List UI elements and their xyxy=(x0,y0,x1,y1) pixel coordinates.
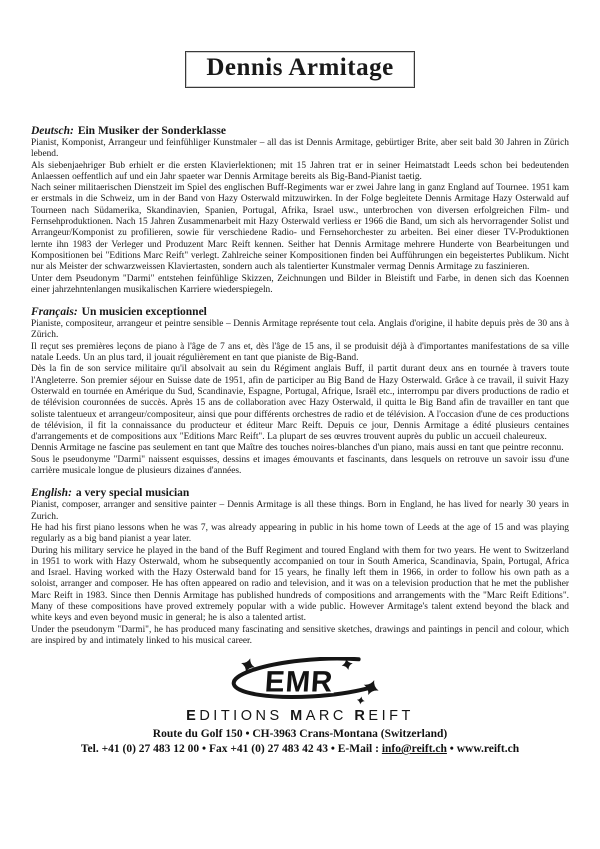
paragraph: Pianiste, compositeur, arrangeur et peintre sensible – Dennis Armitage représente tout cela. Anglais d'origine, il habite depuis près de 30 ans à Zürich. xyxy=(31,319,569,341)
contact-line xyxy=(0,742,600,757)
address-line: Route du Golf 150 • CH-3963 Crans-Montana (Switzerland) xyxy=(152,728,448,741)
section-title: a very special musician xyxy=(75,487,190,500)
content-area xyxy=(0,125,600,647)
paragraph: Dennis Armitage ne fascine pas seulement en tant que Maître des touches noires-blanches d'un piano, mais aussi en tant que peintre reconnu. xyxy=(31,443,564,454)
section-heading-german xyxy=(31,125,569,137)
paragraph: Unter dem Pseudonym "Darmi" entstehen feinfühlige Skizzen, Zeichnungen und Bilder in Bleistift und Farbe, in denen sich das Koennen einer jahrzehntenlangen musikalischen Karriere wiederspiegeln. xyxy=(31,273,569,295)
email-label: E-Mail : xyxy=(337,743,379,756)
publisher-word xyxy=(290,708,347,724)
bullet-separator: • xyxy=(449,743,454,756)
page-title: Dennis Armitage xyxy=(206,54,394,81)
star-icon xyxy=(356,696,365,705)
paragraph: Pianist, composer, arranger and sensitive painter – Dennis Armitage is all these things. Born in England, he has lived for nearly 30 years in Zurich. xyxy=(31,500,569,522)
publisher-footer xyxy=(0,657,600,757)
email-link[interactable]: info@reift.ch xyxy=(381,743,447,756)
publisher-rest: EIFT xyxy=(368,708,414,725)
title-box xyxy=(185,51,414,88)
language-label: Français: xyxy=(31,306,78,319)
publisher-initial: R xyxy=(354,708,369,725)
paragraph: Under the pseudonym "Darmi", he has produced many fascinating and sensitive sketches, drawings and paintings in pencil and colour, which are inspired by and intimately linked to his musical career. xyxy=(31,624,569,646)
publisher-initial: M xyxy=(290,708,306,725)
bullet-separator: • xyxy=(330,743,335,756)
section-title: Ein Musiker der Sonderklasse xyxy=(77,125,226,137)
language-label: English: xyxy=(31,487,72,500)
paragraph: During his military service he played in the band of the Buff Regiment and toured England with them for two years. He went to Switzerland in 1951 to work with Hazy Osterwald, whom he subsequently accompanied on tour in South America, Scandinavia, Spain, Portugal, Africa and Israel. Having worked with the Hazy Osterwald band for 15 years, he finally left them in 1966, in order to follow his own path as a soloist, arranger and composer. He has often appeared on radio and television, and it was on a television production that he met the publisher Marc Reift in 1983. Since then Dennis Armitage has published hundreds of compositions and arrangements with the "Marc Reift Editions". Many of these compositions have proved extremely popular with a wide public. However Armitage's talent extend beyond the black and white keys and even beyond music in general; he is also a talented artist. xyxy=(31,545,569,624)
paragraph: Il reçut ses premières leçons de piano à l'âge de 7 ans et, dès l'âge de 15 ans, il se produisit déjà à d'importantes manifestations de sa ville natale Leeds. Un an plus tard, il jouait régulièrement en tant que pianiste de Big-Band. xyxy=(31,341,569,364)
bullet-separator: • xyxy=(202,743,207,756)
paragraph: Als siebenjaehriger Bub erhielt er die ersten Klavierlektionen; mit 15 Jahren trat er in seiner Heimatstadt Leeds schon bei bedeutenden Anlaessen oeffentlich auf und ein Jahr spaeter war Dennis Armitage bereits als Big-Band-Pianist taetig. xyxy=(31,160,569,182)
publisher-word xyxy=(186,708,282,724)
publisher-word xyxy=(354,708,413,724)
website-text: www.reift.ch xyxy=(456,743,520,756)
section-heading-french xyxy=(31,306,569,318)
section-french xyxy=(31,306,569,477)
fax-text: Fax +41 (0) 27 483 42 43 xyxy=(208,743,328,756)
emr-logo xyxy=(208,657,392,707)
section-heading-english xyxy=(31,487,569,499)
paragraph: Dès la fin de son service militaire qu'il absolvait au sein du Régiment anglais Buff, il partit durant deux ans en tournée à travers toute l'Angleterre. Son premier séjour en Suisse date de 1951, afin de participer au Big Band de Hazy Osterwald. Grâce à ce travail, il suivit Hazy Osterwald en tournée en Amérique du Sud, Scandinavie, Espagne, Portugal, Afrique, Israël etc., interrompu par divers productions de radio et de télévision couronnées de succès. Après 15 ans de collaboration avec Hazy Osterwald, il quitta le Big Band afin de travailler en tant que soliste talentueux et arrangeur/compositeur, ainsi que pour différents orchestres de radio et de télévision. A l'occasion d'une de ces productions de télévision, il fit la connaissance du producteur et éditeur Marc Reift. Depuis ce jour, Dennis Armitage a édité plusieurs centaines d'arrangements et de compositions aux "Editions Marc Reift". La plupart de ses œuvres trouvent auprès du public un accueil chaleureux. xyxy=(31,364,569,443)
publisher-rest: DITIONS xyxy=(199,708,283,725)
paragraph: Pianist, Komponist, Arrangeur und feinfühliger Kunstmaler – all das ist Dennis Armitage, gebürtiger Brite, aber seit bald 30 Jahren in Zürich lebend. xyxy=(31,138,569,160)
publisher-rest: ARC xyxy=(305,708,347,725)
tel-text: Tel. +41 (0) 27 483 12 00 xyxy=(80,743,200,756)
paragraph: Nach seiner militaerischen Dienstzeit im Spiel des englischen Buff-Regiments war er zwei Jahre lang in ganz England auf Tournee. 1951 kam er erstmals in die Schweiz, um in der Band von Hazy Osterwald mitzuwirken. In der Folge begleitete Dennis Armitage Hazy Osterwald auf Tourneen nach Südamerika, Skandinavien, Spanien, Portugal, Afrika, Israel usw., unterbrochen von diversen erfolgreichen Film- und Fernsehproduktionen. Nach 15 Jahren Zusammenarbeit mit Hazy Osterwald verliess er 1966 die Band, um sich als hervorragender Solist und Arrangeur/Komponist zu profilieren, sowie für verschiedene Radio- und Fernsehorchester zu arbeiten. Bei einer dieser TV-Produktionen lernte ihn 1983 der Verleger und Produzent Marc Reift kennen. Seither hat Dennis Armitage mehrere Hunderte von Bearbeitungen und Kompositionen bei "Editions Marc Reift" verlegt. Zahlreiche seiner Kompositionen finden bei Aufführungen ein begeistertes Publikum. Nicht nur als Meister der schwarzweissen Klaviertasten, sondern auch als talentierter Kunstmaler vermag Dennis Armitage zu faszinieren. xyxy=(31,183,569,273)
section-title: Un musicien exceptionnel xyxy=(81,306,207,319)
publisher-initial: E xyxy=(186,708,200,725)
emr-logo-text: EMR xyxy=(263,665,335,699)
section-german xyxy=(31,125,569,296)
publisher-name xyxy=(0,708,600,724)
title-wrap xyxy=(0,0,600,88)
section-english xyxy=(31,487,569,647)
paragraph: Sous le pseudonyme "Darmi" naissent esquisses, dessins et images émouvants et fascinants, dans lesquels on retrouve un savoir issu d'une carrière musicale longue de plusieurs dizaines d'années. xyxy=(31,454,569,477)
language-label: Deutsch: xyxy=(31,125,74,137)
paragraph: He had his first piano lessons when he was 7, was already appearing in public in his home town of Leeds at the age of 15 and was playing regularly as a big band pianist a year later. xyxy=(31,522,569,545)
